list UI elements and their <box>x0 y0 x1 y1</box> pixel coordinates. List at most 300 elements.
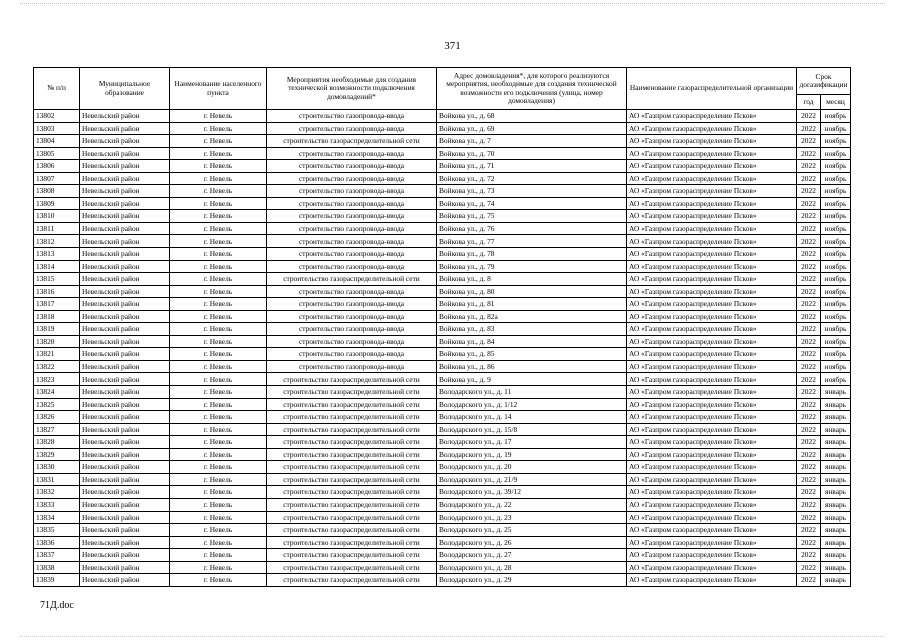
cell-number: 13812 <box>34 235 80 248</box>
cell-year: 2022 <box>797 310 821 323</box>
page-number: 371 <box>444 40 461 52</box>
cell-month: ноябрь <box>821 260 851 273</box>
cell-year: 2022 <box>797 135 821 148</box>
cell-action: строительство газораспределительной сети <box>267 473 437 486</box>
cell-number: 13829 <box>34 448 80 461</box>
cell-number: 13825 <box>34 398 80 411</box>
cell-number: 13832 <box>34 486 80 499</box>
cell-month: ноябрь <box>821 235 851 248</box>
cell-year: 2022 <box>797 122 821 135</box>
cell-locality: г. Невель <box>170 310 267 323</box>
cell-year: 2022 <box>797 110 821 123</box>
header-month: месяц <box>821 95 851 110</box>
cell-month: ноябрь <box>821 310 851 323</box>
cell-address: Войкова ул., д. 76 <box>437 222 627 235</box>
cell-locality: г. Невель <box>170 473 267 486</box>
cell-address: Войкова ул., д. 74 <box>437 197 627 210</box>
cell-organization: АО «Газпром газораспределение Псков» <box>627 511 797 524</box>
cell-address: Володарского ул., д. 15/8 <box>437 423 627 436</box>
cell-organization: АО «Газпром газораспределение Псков» <box>627 536 797 549</box>
cell-address: Володарского ул., д. 23 <box>437 511 627 524</box>
cell-action: строительство газораспределительной сети <box>267 411 437 424</box>
cell-organization: АО «Газпром газораспределение Псков» <box>627 248 797 261</box>
cell-district: Невельский район <box>80 461 170 474</box>
cell-organization: АО «Газпром газораспределение Псков» <box>627 461 797 474</box>
cell-month: ноябрь <box>821 285 851 298</box>
cell-action: строительство газораспределительной сети <box>267 448 437 461</box>
cell-year: 2022 <box>797 323 821 336</box>
cell-month: ноябрь <box>821 210 851 223</box>
cell-action: строительство газопровода-ввода <box>267 348 437 361</box>
cell-district: Невельский район <box>80 335 170 348</box>
cell-organization: АО «Газпром газораспределение Псков» <box>627 498 797 511</box>
cell-district: Невельский район <box>80 323 170 336</box>
cell-locality: г. Невель <box>170 222 267 235</box>
cell-address: Володарского ул., д. 20 <box>437 461 627 474</box>
cell-year: 2022 <box>797 197 821 210</box>
table-row <box>34 147 851 160</box>
cell-action: строительство газораспределительной сети <box>267 386 437 399</box>
cell-locality: г. Невель <box>170 122 267 135</box>
table-row <box>34 172 851 185</box>
cell-district: Невельский район <box>80 373 170 386</box>
cell-organization: АО «Газпром газораспределение Псков» <box>627 197 797 210</box>
cell-action: строительство газопровода-ввода <box>267 260 437 273</box>
cell-district: Невельский район <box>80 473 170 486</box>
cell-district: Невельский район <box>80 273 170 286</box>
cell-district: Невельский район <box>80 185 170 198</box>
cell-year: 2022 <box>797 574 821 587</box>
cell-month: январь <box>821 536 851 549</box>
table-row <box>34 323 851 336</box>
cell-number: 13830 <box>34 461 80 474</box>
table-row <box>34 222 851 235</box>
cell-district: Невельский район <box>80 574 170 587</box>
table-row <box>34 486 851 499</box>
cell-district: Невельский район <box>80 386 170 399</box>
cell-district: Невельский район <box>80 110 170 123</box>
cell-number: 13823 <box>34 373 80 386</box>
cell-number: 13818 <box>34 310 80 323</box>
table-row <box>34 298 851 311</box>
cell-address: Войкова ул., д. 81 <box>437 298 627 311</box>
cell-address: Войкова ул., д. 73 <box>437 185 627 198</box>
cell-month: январь <box>821 436 851 449</box>
cell-number: 13826 <box>34 411 80 424</box>
cell-number: 13810 <box>34 210 80 223</box>
cell-locality: г. Невель <box>170 436 267 449</box>
cell-number: 13806 <box>34 160 80 173</box>
table-header <box>34 68 851 110</box>
cell-month: январь <box>821 574 851 587</box>
table-body <box>34 110 851 587</box>
cell-number: 13813 <box>34 248 80 261</box>
cell-district: Невельский район <box>80 549 170 562</box>
cell-district: Невельский район <box>80 524 170 537</box>
cell-action: строительство газопровода-ввода <box>267 222 437 235</box>
cell-action: строительство газопровода-ввода <box>267 160 437 173</box>
table-row <box>34 511 851 524</box>
cell-address: Войкова ул., д. 85 <box>437 348 627 361</box>
cell-year: 2022 <box>797 260 821 273</box>
cell-address: Володарского ул., д. 21/9 <box>437 473 627 486</box>
cell-address: Володарского ул., д. 27 <box>437 549 627 562</box>
cell-action: строительство газопровода-ввода <box>267 197 437 210</box>
cell-month: январь <box>821 498 851 511</box>
cell-number: 13802 <box>34 110 80 123</box>
cell-action: строительство газопровода-ввода <box>267 147 437 160</box>
cell-action: строительство газопровода-ввода <box>267 235 437 248</box>
scan-edge-bottom <box>20 636 885 637</box>
cell-month: январь <box>821 423 851 436</box>
cell-address: Володарского ул., д. 26 <box>437 536 627 549</box>
cell-month: ноябрь <box>821 147 851 160</box>
cell-year: 2022 <box>797 210 821 223</box>
cell-number: 13819 <box>34 323 80 336</box>
cell-month: январь <box>821 461 851 474</box>
cell-locality: г. Невель <box>170 273 267 286</box>
cell-organization: АО «Газпром газораспределение Псков» <box>627 235 797 248</box>
table-row <box>34 386 851 399</box>
cell-address: Володарского ул., д. 22 <box>437 498 627 511</box>
cell-action: строительство газораспределительной сети <box>267 549 437 562</box>
cell-address: Войкова ул., д. 82а <box>437 310 627 323</box>
cell-month: январь <box>821 511 851 524</box>
cell-number: 13833 <box>34 498 80 511</box>
cell-year: 2022 <box>797 423 821 436</box>
cell-district: Невельский район <box>80 310 170 323</box>
cell-organization: АО «Газпром газораспределение Псков» <box>627 185 797 198</box>
cell-month: ноябрь <box>821 172 851 185</box>
cell-address: Володарского ул., д. 25 <box>437 524 627 537</box>
cell-locality: г. Невель <box>170 360 267 373</box>
cell-number: 13817 <box>34 298 80 311</box>
cell-address: Войкова ул., д. 75 <box>437 210 627 223</box>
cell-month: ноябрь <box>821 348 851 361</box>
cell-year: 2022 <box>797 147 821 160</box>
table-row <box>34 160 851 173</box>
header-address: Адрес домовладения*, для которого реализуются мероприятия, необходимые для создания технической возможности его подключения (улица, номер домовладения) <box>437 68 627 110</box>
cell-month: ноябрь <box>821 360 851 373</box>
cell-address: Войкова ул., д. 9 <box>437 373 627 386</box>
cell-district: Невельский район <box>80 135 170 148</box>
table-row <box>34 348 851 361</box>
table-row <box>34 235 851 248</box>
cell-locality: г. Невель <box>170 248 267 261</box>
cell-action: строительство газопровода-ввода <box>267 310 437 323</box>
table-row <box>34 461 851 474</box>
cell-district: Невельский район <box>80 423 170 436</box>
table-row <box>34 411 851 424</box>
header-org: Наименование газораспределительной организации <box>627 68 797 110</box>
cell-action: строительство газопровода-ввода <box>267 360 437 373</box>
cell-year: 2022 <box>797 373 821 386</box>
cell-action: строительство газопровода-ввода <box>267 210 437 223</box>
table-row <box>34 310 851 323</box>
cell-locality: г. Невель <box>170 348 267 361</box>
cell-organization: АО «Газпром газораспределение Псков» <box>627 147 797 160</box>
cell-action: строительство газораспределительной сети <box>267 436 437 449</box>
cell-action: строительство газораспределительной сети <box>267 273 437 286</box>
cell-address: Войкова ул., д. 80 <box>437 285 627 298</box>
header-num: № п/п <box>34 68 80 110</box>
cell-district: Невельский район <box>80 260 170 273</box>
cell-month: январь <box>821 561 851 574</box>
cell-locality: г. Невель <box>170 524 267 537</box>
cell-district: Невельский район <box>80 411 170 424</box>
cell-address: Войкова ул., д. 72 <box>437 172 627 185</box>
cell-locality: г. Невель <box>170 561 267 574</box>
cell-organization: АО «Газпром газораспределение Псков» <box>627 122 797 135</box>
cell-address: Володарского ул., д. 11 <box>437 386 627 399</box>
cell-address: Войкова ул., д. 86 <box>437 360 627 373</box>
cell-year: 2022 <box>797 448 821 461</box>
cell-action: строительство газопровода-ввода <box>267 285 437 298</box>
header-district: Муниципальное образование <box>80 68 170 110</box>
cell-action: строительство газопровода-ввода <box>267 323 437 336</box>
cell-month: ноябрь <box>821 222 851 235</box>
cell-organization: АО «Газпром газораспределение Псков» <box>627 172 797 185</box>
cell-action: строительство газопровода-ввода <box>267 248 437 261</box>
cell-district: Невельский район <box>80 561 170 574</box>
cell-year: 2022 <box>797 398 821 411</box>
cell-district: Невельский район <box>80 298 170 311</box>
cell-number: 13822 <box>34 360 80 373</box>
cell-district: Невельский район <box>80 398 170 411</box>
cell-year: 2022 <box>797 285 821 298</box>
cell-number: 13803 <box>34 122 80 135</box>
cell-number: 13839 <box>34 574 80 587</box>
table-row <box>34 122 851 135</box>
cell-district: Невельский район <box>80 172 170 185</box>
cell-year: 2022 <box>797 524 821 537</box>
cell-address: Войкова ул., д. 79 <box>437 260 627 273</box>
header-year: год <box>797 95 821 110</box>
cell-address: Войкова ул., д. 70 <box>437 147 627 160</box>
cell-action: строительство газораспределительной сети <box>267 398 437 411</box>
header-action: Мероприятия необходимые для создания технической возможности подключения домовладений* <box>267 68 437 110</box>
cell-district: Невельский район <box>80 448 170 461</box>
table-row <box>34 436 851 449</box>
cell-organization: АО «Газпром газораспределение Псков» <box>627 574 797 587</box>
cell-year: 2022 <box>797 486 821 499</box>
cell-organization: АО «Газпром газораспределение Псков» <box>627 135 797 148</box>
cell-year: 2022 <box>797 235 821 248</box>
cell-number: 13809 <box>34 197 80 210</box>
cell-number: 13814 <box>34 260 80 273</box>
cell-month: ноябрь <box>821 298 851 311</box>
cell-organization: АО «Газпром газораспределение Псков» <box>627 360 797 373</box>
cell-locality: г. Невель <box>170 298 267 311</box>
cell-locality: г. Невель <box>170 172 267 185</box>
document-filename: 71Д.doc <box>40 600 74 611</box>
cell-locality: г. Невель <box>170 398 267 411</box>
cell-year: 2022 <box>797 298 821 311</box>
cell-year: 2022 <box>797 248 821 261</box>
cell-organization: АО «Газпром газораспределение Псков» <box>627 210 797 223</box>
table-row <box>34 285 851 298</box>
cell-action: строительство газопровода-ввода <box>267 122 437 135</box>
table-row <box>34 110 851 123</box>
cell-action: строительство газораспределительной сети <box>267 423 437 436</box>
cell-district: Невельский район <box>80 360 170 373</box>
cell-number: 13837 <box>34 549 80 562</box>
cell-month: январь <box>821 549 851 562</box>
cell-month: ноябрь <box>821 122 851 135</box>
cell-month: ноябрь <box>821 135 851 148</box>
cell-organization: АО «Газпром газораспределение Псков» <box>627 273 797 286</box>
table-row <box>34 185 851 198</box>
table-row <box>34 210 851 223</box>
cell-organization: АО «Газпром газораспределение Псков» <box>627 285 797 298</box>
cell-organization: АО «Газпром газораспределение Псков» <box>627 348 797 361</box>
cell-year: 2022 <box>797 335 821 348</box>
cell-number: 13828 <box>34 436 80 449</box>
cell-district: Невельский район <box>80 248 170 261</box>
table-row <box>34 197 851 210</box>
table-row <box>34 498 851 511</box>
cell-action: строительство газораспределительной сети <box>267 524 437 537</box>
cell-month: ноябрь <box>821 248 851 261</box>
cell-locality: г. Невель <box>170 185 267 198</box>
cell-month: ноябрь <box>821 160 851 173</box>
table-row <box>34 536 851 549</box>
cell-action: строительство газораспределительной сети <box>267 498 437 511</box>
cell-district: Невельский район <box>80 498 170 511</box>
cell-number: 13824 <box>34 386 80 399</box>
gasification-table <box>33 67 851 587</box>
cell-action: строительство газопровода-ввода <box>267 335 437 348</box>
cell-district: Невельский район <box>80 197 170 210</box>
cell-organization: АО «Газпром газораспределение Псков» <box>627 448 797 461</box>
cell-address: Володарского ул., д. 14 <box>437 411 627 424</box>
cell-action: строительство газораспределительной сети <box>267 561 437 574</box>
cell-year: 2022 <box>797 360 821 373</box>
cell-month: январь <box>821 398 851 411</box>
cell-address: Войкова ул., д. 7 <box>437 135 627 148</box>
cell-month: ноябрь <box>821 373 851 386</box>
cell-district: Невельский район <box>80 348 170 361</box>
cell-organization: АО «Газпром газораспределение Псков» <box>627 411 797 424</box>
table-row <box>34 135 851 148</box>
cell-address: Войкова ул., д. 84 <box>437 335 627 348</box>
cell-locality: г. Невель <box>170 386 267 399</box>
scan-edge-top <box>20 3 885 4</box>
cell-number: 13811 <box>34 222 80 235</box>
cell-locality: г. Невель <box>170 461 267 474</box>
cell-number: 13804 <box>34 135 80 148</box>
cell-year: 2022 <box>797 498 821 511</box>
cell-number: 13834 <box>34 511 80 524</box>
cell-action: строительство газопровода-ввода <box>267 185 437 198</box>
cell-action: строительство газораспределительной сети <box>267 486 437 499</box>
cell-locality: г. Невель <box>170 411 267 424</box>
cell-number: 13816 <box>34 285 80 298</box>
cell-organization: АО «Газпром газораспределение Псков» <box>627 561 797 574</box>
cell-number: 13831 <box>34 473 80 486</box>
cell-year: 2022 <box>797 185 821 198</box>
cell-district: Невельский район <box>80 285 170 298</box>
cell-locality: г. Невель <box>170 160 267 173</box>
cell-organization: АО «Газпром газораспределение Псков» <box>627 524 797 537</box>
cell-month: ноябрь <box>821 110 851 123</box>
cell-number: 13808 <box>34 185 80 198</box>
cell-month: январь <box>821 524 851 537</box>
cell-organization: АО «Газпром газораспределение Псков» <box>627 473 797 486</box>
cell-year: 2022 <box>797 549 821 562</box>
table-row <box>34 549 851 562</box>
cell-year: 2022 <box>797 386 821 399</box>
header-locality: Наименование населенного пункта <box>170 68 267 110</box>
cell-year: 2022 <box>797 536 821 549</box>
cell-month: январь <box>821 386 851 399</box>
table-row <box>34 574 851 587</box>
table-row <box>34 398 851 411</box>
table-row <box>34 273 851 286</box>
cell-locality: г. Невель <box>170 335 267 348</box>
cell-month: ноябрь <box>821 273 851 286</box>
table-row <box>34 335 851 348</box>
cell-locality: г. Невель <box>170 448 267 461</box>
cell-action: строительство газораспределительной сети <box>267 511 437 524</box>
cell-district: Невельский район <box>80 536 170 549</box>
cell-address: Володарского ул., д. 19 <box>437 448 627 461</box>
cell-address: Войкова ул., д. 78 <box>437 248 627 261</box>
cell-address: Володарского ул., д. 28 <box>437 561 627 574</box>
cell-number: 13821 <box>34 348 80 361</box>
cell-month: январь <box>821 473 851 486</box>
cell-address: Войкова ул., д. 8 <box>437 273 627 286</box>
cell-address: Войкова ул., д. 77 <box>437 235 627 248</box>
cell-address: Володарского ул., д. 17 <box>437 436 627 449</box>
cell-address: Войкова ул., д. 68 <box>437 110 627 123</box>
cell-organization: АО «Газпром газораспределение Псков» <box>627 486 797 499</box>
cell-district: Невельский район <box>80 122 170 135</box>
cell-number: 13835 <box>34 524 80 537</box>
cell-district: Невельский район <box>80 210 170 223</box>
cell-number: 13820 <box>34 335 80 348</box>
cell-organization: АО «Газпром газораспределение Псков» <box>627 222 797 235</box>
cell-locality: г. Невель <box>170 536 267 549</box>
cell-year: 2022 <box>797 511 821 524</box>
cell-locality: г. Невель <box>170 135 267 148</box>
table-row <box>34 260 851 273</box>
cell-organization: АО «Газпром газораспределение Псков» <box>627 549 797 562</box>
table-row <box>34 423 851 436</box>
cell-year: 2022 <box>797 561 821 574</box>
table-row <box>34 473 851 486</box>
cell-locality: г. Невель <box>170 210 267 223</box>
cell-organization: АО «Газпром газораспределение Псков» <box>627 260 797 273</box>
cell-number: 13815 <box>34 273 80 286</box>
cell-year: 2022 <box>797 160 821 173</box>
cell-year: 2022 <box>797 436 821 449</box>
cell-locality: г. Невель <box>170 110 267 123</box>
cell-district: Невельский район <box>80 160 170 173</box>
cell-year: 2022 <box>797 473 821 486</box>
cell-district: Невельский район <box>80 147 170 160</box>
cell-month: январь <box>821 486 851 499</box>
cell-locality: г. Невель <box>170 373 267 386</box>
cell-address: Войкова ул., д. 83 <box>437 323 627 336</box>
cell-district: Невельский район <box>80 222 170 235</box>
table-row <box>34 373 851 386</box>
cell-locality: г. Невель <box>170 498 267 511</box>
cell-month: январь <box>821 411 851 424</box>
cell-address: Володарского ул., д. 29 <box>437 574 627 587</box>
cell-organization: АО «Газпром газораспределение Псков» <box>627 110 797 123</box>
cell-number: 13836 <box>34 536 80 549</box>
